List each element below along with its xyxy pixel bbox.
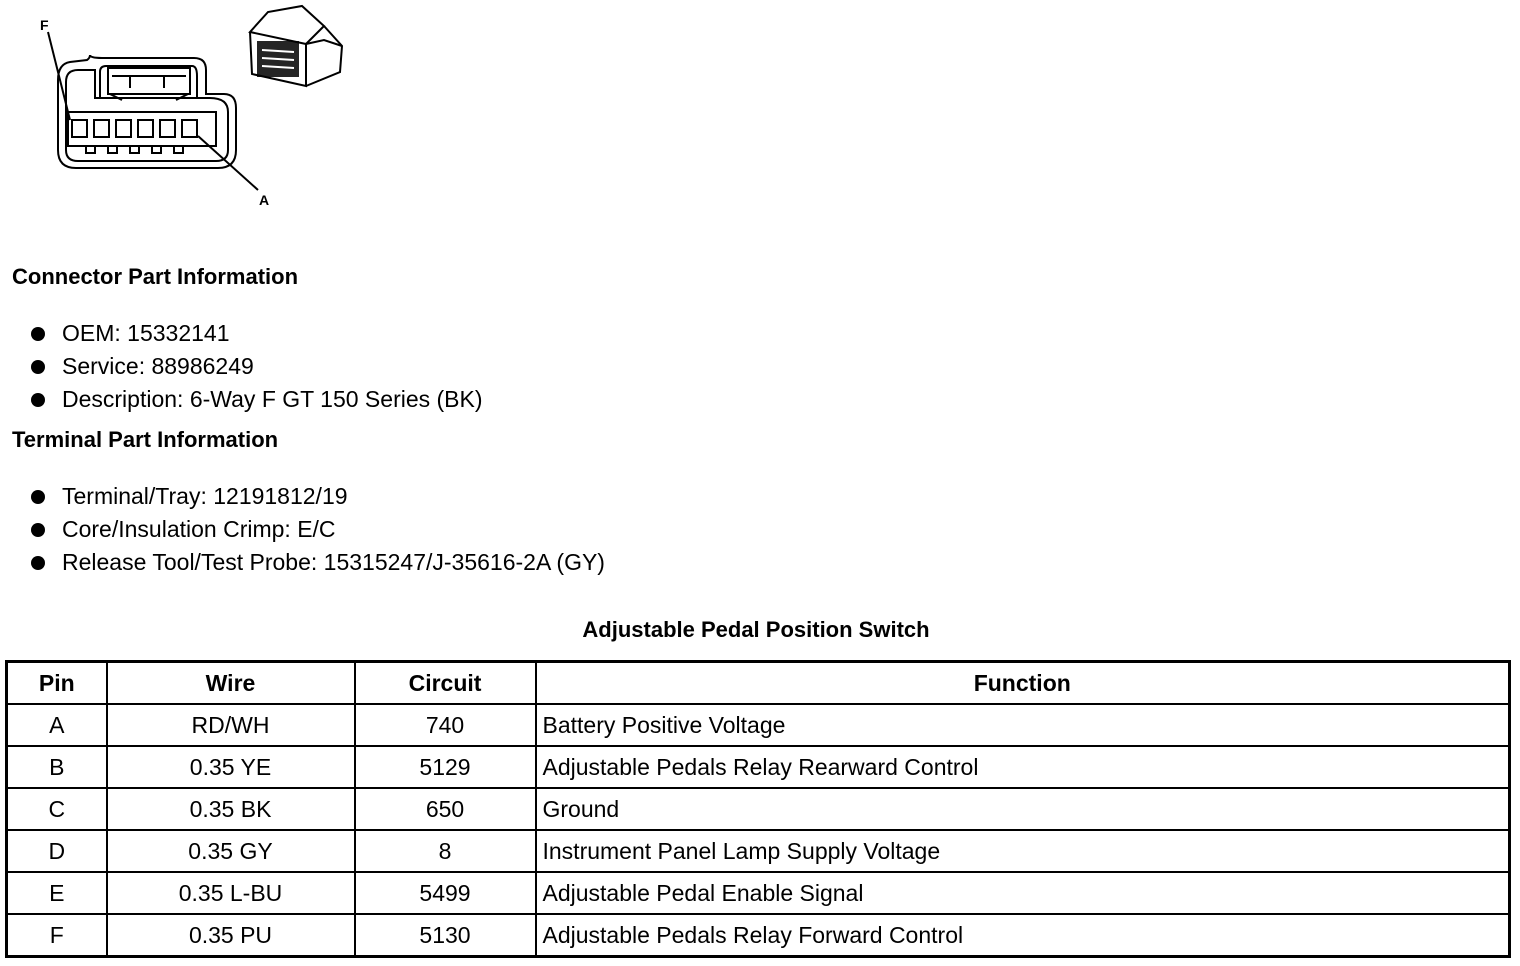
pin-cell: E bbox=[7, 872, 107, 914]
pin-a-label: A bbox=[259, 192, 270, 208]
table-row bbox=[7, 830, 1510, 872]
column-header-pin: Pin bbox=[7, 662, 107, 705]
circuit-cell: 8 bbox=[355, 830, 536, 872]
circuit-cell: 5129 bbox=[355, 746, 536, 788]
pinout-table bbox=[5, 660, 1511, 958]
wire-cell: RD/WH bbox=[107, 704, 355, 746]
wire-cell: 0.35 YE bbox=[107, 746, 355, 788]
pin-cell: C bbox=[7, 788, 107, 830]
table-row bbox=[7, 872, 1510, 914]
list-item bbox=[28, 383, 483, 416]
list-item-text: Core/Insulation Crimp: E/C bbox=[62, 516, 336, 542]
terminal-part-list bbox=[28, 480, 605, 579]
connector-diagram bbox=[0, 0, 360, 215]
pin-cell: D bbox=[7, 830, 107, 872]
wire-cell: 0.35 GY bbox=[107, 830, 355, 872]
bullet-icon bbox=[31, 556, 45, 570]
wire-cell: 0.35 BK bbox=[107, 788, 355, 830]
list-item bbox=[28, 480, 605, 513]
function-cell: Battery Positive Voltage bbox=[536, 704, 1510, 746]
connector-part-heading: Connector Part Information bbox=[12, 264, 299, 289]
wire-cell: 0.35 PU bbox=[107, 914, 355, 957]
pin-cell: A bbox=[7, 704, 107, 746]
pin-cell: B bbox=[7, 746, 107, 788]
list-item-text: Release Tool/Test Probe: 15315247/J-35616-2A (GY) bbox=[62, 549, 605, 575]
wire-cell: 0.35 L-BU bbox=[107, 872, 355, 914]
table-title: Adjustable Pedal Position Switch bbox=[582, 617, 930, 642]
circuit-cell: 740 bbox=[355, 704, 536, 746]
bullet-icon bbox=[31, 327, 45, 341]
circuit-cell: 650 bbox=[355, 788, 536, 830]
function-cell: Adjustable Pedals Relay Rearward Control bbox=[536, 746, 1510, 788]
list-item-text: OEM: 15332141 bbox=[62, 320, 230, 346]
bullet-icon bbox=[31, 490, 45, 504]
bullet-icon bbox=[31, 393, 45, 407]
list-item-text: Description: 6-Way F GT 150 Series (BK) bbox=[62, 386, 483, 412]
function-cell: Adjustable Pedals Relay Forward Control bbox=[536, 914, 1510, 957]
list-item bbox=[28, 350, 483, 383]
terminal-part-heading: Terminal Part Information bbox=[12, 427, 279, 452]
column-header-wire: Wire bbox=[107, 662, 355, 705]
connector-part-list bbox=[28, 317, 483, 416]
column-header-circuit: Circuit bbox=[355, 662, 536, 705]
list-item-text: Terminal/Tray: 12191812/19 bbox=[62, 483, 348, 509]
table-row bbox=[7, 704, 1510, 746]
list-item-text: Service: 88986249 bbox=[62, 353, 254, 379]
circuit-cell: 5499 bbox=[355, 872, 536, 914]
function-cell: Instrument Panel Lamp Supply Voltage bbox=[536, 830, 1510, 872]
pin-f-label: F bbox=[40, 17, 49, 33]
bullet-icon bbox=[31, 523, 45, 537]
table-row bbox=[7, 746, 1510, 788]
bullet-icon bbox=[31, 360, 45, 374]
column-header-function: Function bbox=[536, 662, 1510, 705]
circuit-cell: 5130 bbox=[355, 914, 536, 957]
list-item bbox=[28, 546, 605, 579]
table-row bbox=[7, 914, 1510, 957]
table-row bbox=[7, 788, 1510, 830]
table-header-row bbox=[7, 662, 1510, 705]
list-item bbox=[28, 513, 605, 546]
list-item bbox=[28, 317, 483, 350]
function-cell: Ground bbox=[536, 788, 1510, 830]
function-cell: Adjustable Pedal Enable Signal bbox=[536, 872, 1510, 914]
pin-cell: F bbox=[7, 914, 107, 957]
